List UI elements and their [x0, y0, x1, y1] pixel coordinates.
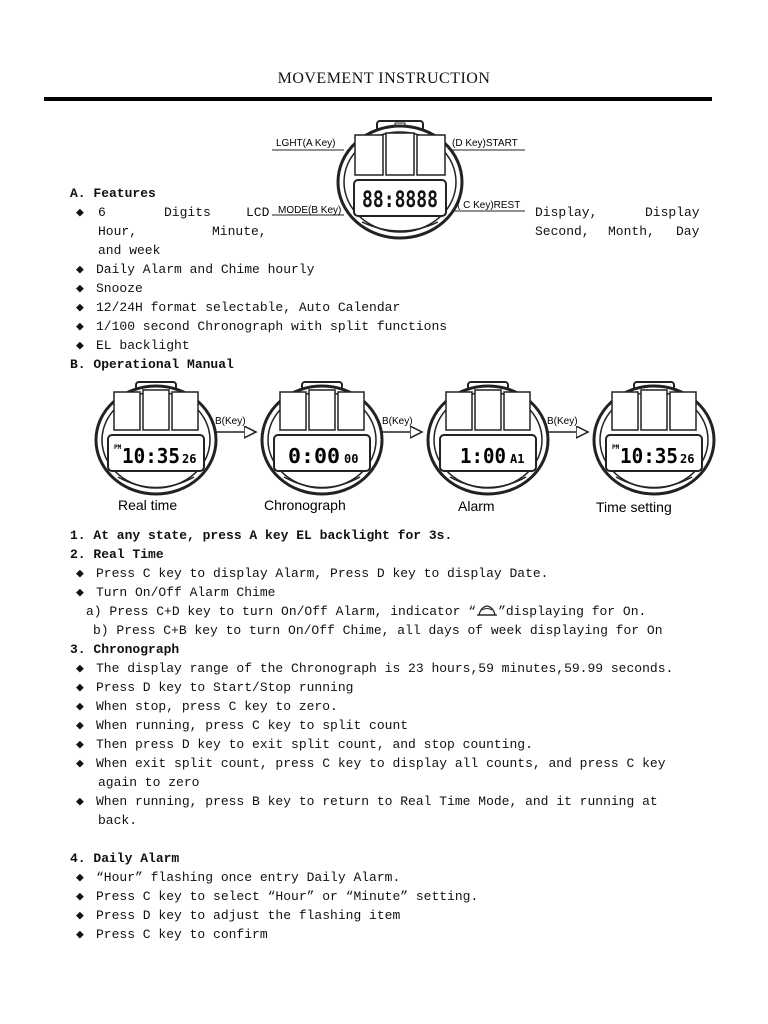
- section-3-item: [76, 794, 658, 809]
- bullet-icon: ◆: [76, 585, 84, 600]
- features-item-1-right-a: Display,: [535, 205, 598, 220]
- word: Digits: [164, 205, 211, 220]
- features-item-text: Daily Alarm and Chime hourly: [96, 262, 315, 277]
- bullet-icon: ◆: [76, 262, 84, 277]
- watch-key-diagram: [270, 118, 530, 240]
- features-item: [76, 262, 314, 277]
- bullet-icon: ◆: [76, 661, 84, 676]
- bullet-icon: ◆: [76, 281, 84, 296]
- section-3-heading: 3. Chronograph: [70, 642, 180, 657]
- watch-time-setting: [594, 382, 714, 494]
- label-start-key: (D Key)START: [452, 138, 518, 149]
- lcd-small-digits: 26: [182, 452, 197, 466]
- lcd-main-digits: 10:35: [620, 444, 678, 468]
- item-text: Press C key to confirm: [96, 927, 268, 942]
- section-2-item: [76, 566, 548, 581]
- lcd-small-digits: A1: [510, 452, 525, 466]
- sub-a-text-end: ”displaying for On.: [498, 604, 647, 619]
- item-text: When running, press B key to return to Real Time Mode, and it running at: [96, 794, 658, 809]
- features-item-text: 12/24H format selectable, Auto Calendar: [96, 300, 401, 315]
- lcd-main-digits: 10:35: [122, 444, 180, 468]
- bullet-icon: ◆: [76, 756, 84, 771]
- features-item-1-line3: and week: [98, 243, 161, 258]
- title-rule: [44, 97, 712, 101]
- item-text: Press C key to display Alarm, Press D key to display Date.: [96, 566, 549, 581]
- watch-chronograph: [262, 382, 382, 494]
- features-item: [76, 281, 143, 296]
- bullet-icon: ◆: [76, 338, 84, 353]
- bullet-icon: ◆: [76, 300, 84, 315]
- features-item-1-left: [76, 205, 270, 220]
- bullet-icon: ◆: [76, 794, 84, 809]
- bullet-icon: ◆: [76, 889, 84, 904]
- features-item: [76, 300, 400, 315]
- item-text: Press D key to adjust the flashing item: [96, 908, 401, 923]
- section-3-item: [76, 718, 408, 733]
- features-item: [76, 338, 190, 353]
- operational-heading: B. Operational Manual: [70, 357, 234, 372]
- label-rest-key: ( C Key)REST: [457, 200, 521, 211]
- features-item-1-line2-word: Minute,: [212, 224, 267, 239]
- word: 6: [98, 205, 106, 220]
- section-4-item: [76, 889, 478, 904]
- features-item-1-line2-word: Day: [676, 224, 700, 239]
- bullet-icon: ◆: [76, 908, 84, 923]
- caption-time-setting: Time setting: [596, 499, 672, 515]
- caption-real-time: Real time: [118, 497, 178, 513]
- label-light-key: LGHT(A Key): [276, 138, 336, 149]
- bullet-icon: ◆: [76, 927, 84, 942]
- section-2-heading: 2. Real Time: [70, 547, 164, 562]
- section-2-sub-a: [86, 604, 646, 619]
- section-3-item: [76, 680, 353, 695]
- item-text: When exit split count, press C key to display all counts, and press C key: [96, 756, 666, 771]
- section-2-sub-b: b) Press C+B key to turn On/Off Chime, all days of week displaying for On: [93, 623, 663, 638]
- item-text: When stop, press C key to zero.: [96, 699, 338, 714]
- alarm-bell-icon: [476, 604, 498, 617]
- page-title: MOVEMENT INSTRUCTION: [277, 70, 491, 87]
- item-text: When running, press C key to split count: [96, 718, 409, 733]
- features-item-text: Snooze: [96, 281, 143, 296]
- features-item-text: EL backlight: [96, 338, 190, 353]
- section-2-item: [76, 585, 275, 600]
- mode-flow-diagram: [88, 380, 718, 520]
- item-text: The display range of the Chronograph is 23 hours,59 minutes,59.99 seconds.: [96, 661, 674, 676]
- bullet-icon: ◆: [76, 319, 84, 334]
- features-heading: A. Features: [70, 186, 156, 201]
- bullet-icon: ◆: [76, 737, 84, 752]
- bullet-icon: ◆: [76, 205, 84, 220]
- word: LCD: [246, 205, 270, 220]
- section-3-item-continuation: again to zero: [98, 775, 200, 790]
- item-text: “Hour” flashing once entry Daily Alarm.: [96, 870, 401, 885]
- bullet-icon: ◆: [76, 718, 84, 733]
- ampm-indicator: PM: [612, 444, 620, 451]
- item-text: Press C key to select “Hour” or “Minute” setting.: [96, 889, 479, 904]
- section-3-item: [76, 756, 666, 771]
- arrow-label: B(Key): [215, 416, 246, 427]
- bullet-icon: ◆: [76, 699, 84, 714]
- features-item-1-right-b: Display: [645, 205, 700, 220]
- item-text: Press D key to Start/Stop running: [96, 680, 354, 695]
- features-item-text: 1/100 second Chronograph with split functions: [96, 319, 448, 334]
- caption-chronograph: Chronograph: [264, 497, 346, 513]
- section-3-item: [76, 699, 338, 714]
- section-4-heading: 4. Daily Alarm: [70, 851, 180, 866]
- watch-alarm: [428, 382, 548, 494]
- features-item-1-line2-word: Second,: [535, 224, 590, 239]
- bullet-icon: ◆: [76, 870, 84, 885]
- section-3-item: [76, 661, 673, 676]
- lcd-main-digits: 1:00: [460, 444, 506, 468]
- caption-alarm: Alarm: [458, 498, 495, 514]
- bullet-icon: ◆: [76, 680, 84, 695]
- bullet-icon: ◆: [76, 566, 84, 581]
- item-text: Turn On/Off Alarm Chime: [96, 585, 276, 600]
- lcd-main-digits: 0:00: [288, 444, 340, 468]
- features-item: [76, 319, 447, 334]
- label-mode-key: MODE(B Key): [278, 205, 342, 216]
- section-4-item: [76, 870, 400, 885]
- item-text: Then press D key to exit split count, and stop counting.: [96, 737, 533, 752]
- section-3-item: [76, 737, 533, 752]
- lcd-small-digits: 26: [680, 452, 695, 466]
- lcd-small-digits: 00: [344, 452, 359, 466]
- top-lcd-digits: 88:8888: [362, 188, 438, 213]
- arrow-label: B(Key): [382, 416, 413, 427]
- arrow-label: B(Key): [547, 416, 578, 427]
- sub-a-text: a) Press C+D key to turn On/Off Alarm, indicator “: [86, 604, 477, 619]
- section-4-item: [76, 908, 400, 923]
- section-1-heading: 1. At any state, press A key EL backlight for 3s.: [70, 528, 453, 543]
- features-item-1-line2-word: Month,: [608, 224, 655, 239]
- features-item-1-line2-word: Hour,: [98, 224, 138, 239]
- watch-real-time: [96, 382, 216, 494]
- section-3-item-continuation: back.: [98, 813, 138, 828]
- ampm-indicator: PM: [114, 444, 122, 451]
- section-4-item: [76, 927, 268, 942]
